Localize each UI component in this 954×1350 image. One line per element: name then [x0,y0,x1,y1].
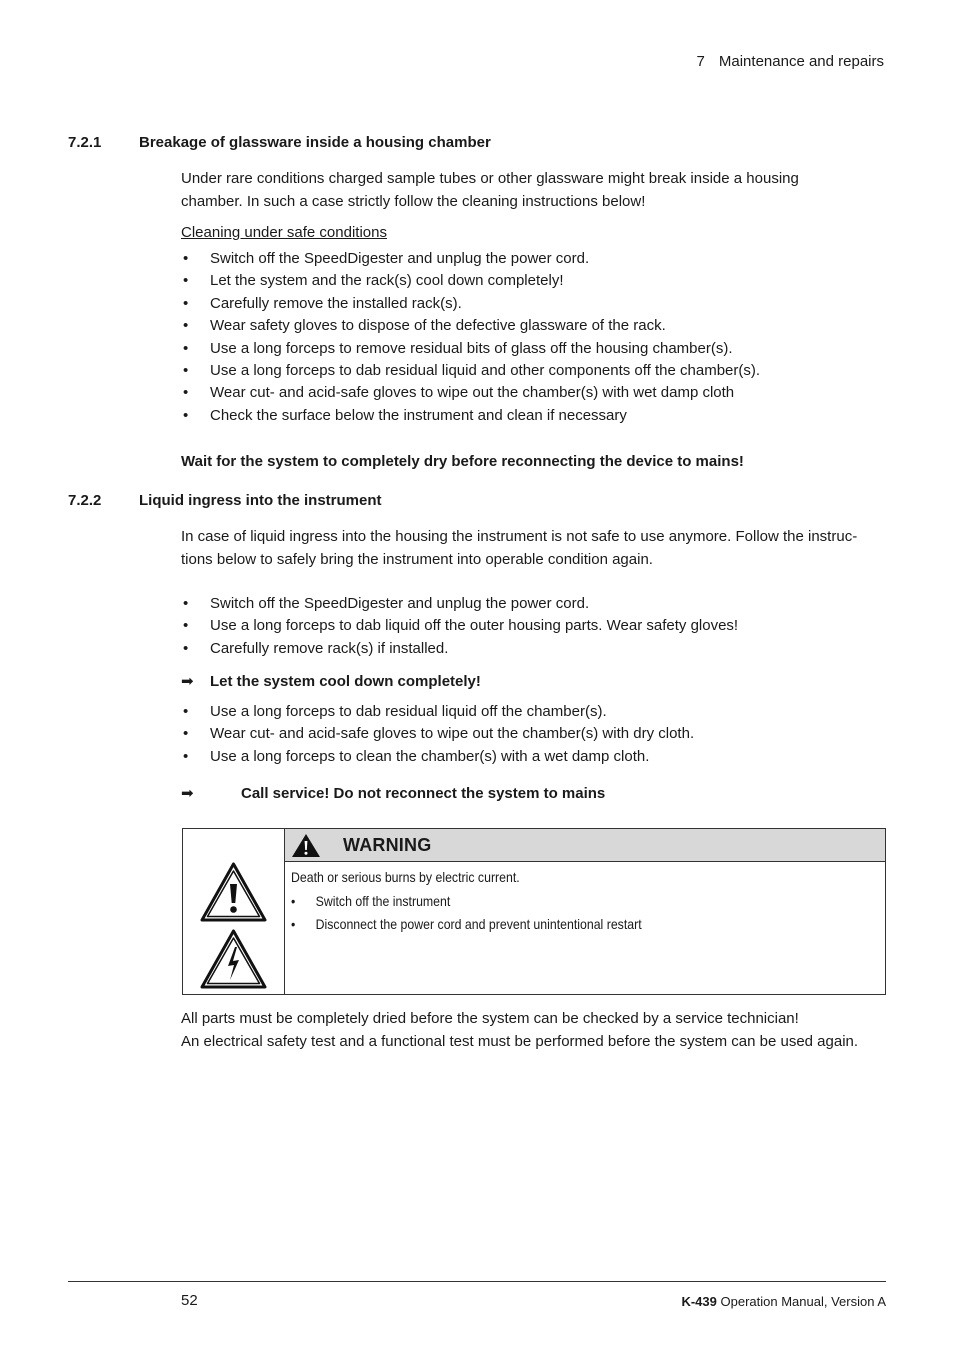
arrow-step-cool-down [181,672,481,690]
section-title-liquid-ingress: Liquid ingress into the instrument [139,492,382,509]
section1-intro-line-1: Under rare conditions charged sample tubes or other glassware might break inside a housing [181,170,799,187]
cleaning-subheading: Cleaning under safe conditions [181,224,387,241]
list-item: • Use a long forceps to clean the chamber(s) with a wet damp cloth. [181,746,886,768]
dry-before-reconnect-note: Wait for the system to completely dry before reconnecting the device to mains! [181,453,744,470]
list-item: • Use a long forceps to dab residual liquid and other components off the chamber(s). [181,360,886,382]
warning-small-icon [291,833,321,858]
arrow-right-icon: ➡ [181,673,194,690]
footer-manual-title [681,1294,886,1309]
arrow-step-call-service [181,784,605,802]
warning-body [291,866,877,936]
arrow-step-text: Call service! Do not reconnect the system to mains [241,785,606,802]
chapter-title: Maintenance and repairs [718,53,884,70]
list-item: • Carefully remove the installed rack(s). [181,293,886,315]
warning-triangle-icon [200,862,267,922]
liquid-ingress-steps-a [181,593,886,660]
list-item: • Use a long forceps to remove residual bits of glass off the housing chamber(s). [181,338,886,360]
section-number-7-2-2: 7.2.2 [68,492,102,509]
list-item: • Wear cut- and acid-safe gloves to wipe out the chamber(s) with wet damp cloth [181,382,886,404]
list-item: • Carefully remove rack(s) if installed. [181,638,886,660]
section1-intro [181,167,886,213]
warning-description: Death or serious burns by electric current. [291,869,520,885]
section1-intro-line-2: chamber. In such a case strictly follow the cleaning instructions below! [181,193,646,210]
list-item: • Check the surface below the instrument and clean if necessary [181,405,886,427]
page-number: 52 [181,1292,198,1309]
list-item: • Use a long forceps to dab liquid off the outer housing parts. Wear safety gloves! [181,615,886,637]
list-item: • Use a long forceps to dab residual liquid off the chamber(s). [181,701,886,723]
closing-line-2: An electrical safety test and a functional test must be performed before the system can be used again. [181,1033,859,1050]
closing-paragraph [181,1007,901,1053]
list-item: • Switch off the instrument [291,890,807,913]
warning-measures-list [291,890,877,936]
section-number-7-2-1: 7.2.1 [68,134,102,151]
running-header [697,53,884,70]
cleaning-steps-list [181,248,886,427]
section2-intro [181,525,886,571]
warning-header [285,829,885,862]
list-item: • Disconnect the power cord and prevent unintentional restart [291,913,807,936]
list-item: • Switch off the SpeedDigester and unplug the power cord. [181,248,886,270]
arrow-right-icon: ➡ [181,785,194,802]
warning-icons-column [183,829,285,994]
section-title-glassware-breakage: Breakage of glassware inside a housing chamber [139,134,491,151]
footer-divider [68,1281,886,1282]
list-item: • Wear safety gloves to dispose of the defective glassware of the rack. [181,315,886,337]
chapter-number: 7 [696,53,705,70]
warning-label: WARNING [343,835,432,855]
list-item: • Wear cut- and acid-safe gloves to wipe out the chamber(s) with dry cloth. [181,723,886,745]
section2-intro-line-2: tions below to safely bring the instrument into operable condition again. [181,551,653,568]
liquid-ingress-steps-b [181,701,886,768]
manual-version: Operation Manual, Version A [720,1294,886,1309]
arrow-step-text: Let the system cool down completely! [210,673,481,690]
warning-box [182,828,886,995]
electric-hazard-icon [200,929,267,989]
model-name: K-439 [681,1294,717,1309]
closing-line-1: All parts must be completely dried before the system can be checked by a service technician! [181,1010,799,1027]
list-item: • Let the system and the rack(s) cool down completely! [181,270,886,292]
section2-intro-line-1: In case of liquid ingress into the housing the instrument is not safe to use anymore. Follow the instruc- [181,528,858,545]
list-item: • Switch off the SpeedDigester and unplug the power cord. [181,593,886,615]
